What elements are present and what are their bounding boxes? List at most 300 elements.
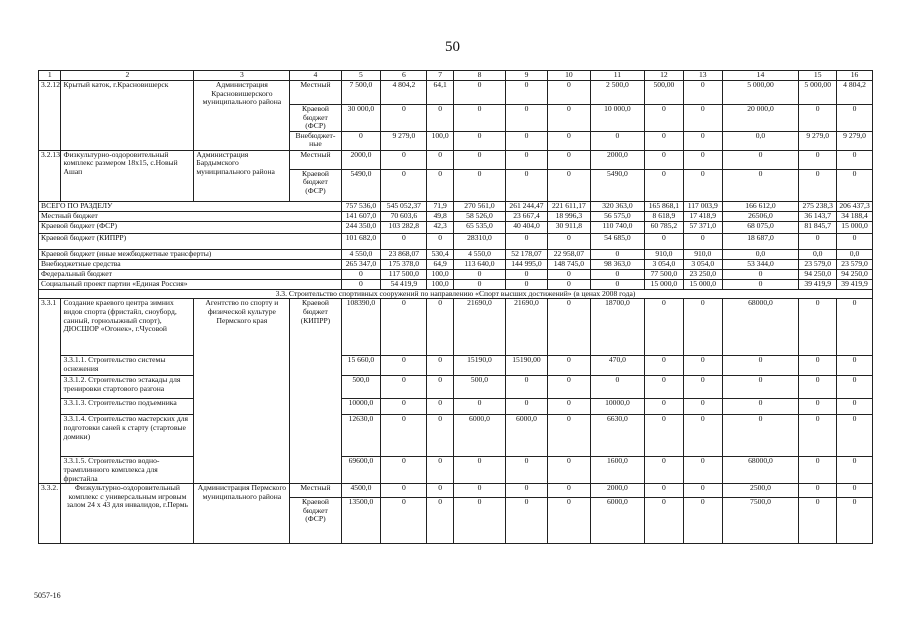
value-cell: 81 845,7 [799, 221, 837, 233]
value-cell: 0 [590, 131, 644, 150]
value-cell: 500,0 [341, 376, 381, 399]
value-cell: 0 [453, 105, 505, 132]
value-cell: 15 660,0 [341, 356, 381, 376]
value-cell: 0 [645, 399, 684, 415]
value-cell: 0 [799, 150, 837, 169]
value-cell: 0 [547, 498, 590, 544]
value-cell: 0 [506, 279, 548, 289]
totals-label: Федеральный бюджет [39, 269, 342, 279]
column-number: 13 [683, 71, 722, 81]
value-cell: 0 [799, 376, 837, 399]
value-cell: 0 [506, 233, 548, 249]
value-cell: 0 [381, 498, 427, 544]
value-cell: 68 075,0 [722, 221, 799, 233]
column-number: 4 [290, 71, 341, 81]
value-cell: 22 958,07 [547, 249, 590, 259]
value-cell: 18 996,3 [547, 211, 590, 221]
column-number: 16 [837, 71, 873, 81]
value-cell: 0 [683, 376, 722, 399]
totals-label: Краевой бюджет (иные межбюджетные трансферты) [39, 249, 342, 259]
value-cell: 0 [837, 233, 873, 249]
value-cell: 23 579,0 [799, 259, 837, 269]
value-cell: 0 [506, 105, 548, 132]
value-cell: 757 536,0 [341, 201, 381, 211]
value-cell: 0 [506, 169, 548, 201]
value-cell: 71,9 [427, 201, 454, 211]
value-cell: 0 [381, 105, 427, 132]
value-cell: 0 [453, 269, 505, 279]
value-cell: 0 [427, 105, 454, 132]
value-cell: 58 526,0 [453, 211, 505, 221]
value-cell: 0 [799, 484, 837, 498]
value-cell: 5490,0 [590, 169, 644, 201]
value-cell: 500,0 [453, 376, 505, 399]
value-cell: 6000,0 [506, 415, 548, 457]
value-cell: 12630,0 [341, 415, 381, 457]
value-cell: 15 000,0 [645, 279, 684, 289]
value-cell: 0 [837, 169, 873, 201]
value-cell: 0 [837, 415, 873, 457]
value-cell: 0 [547, 356, 590, 376]
item-name: Физкультурно-оздоровительный комплекс размером 18х15, с.Новый Ашап [61, 150, 194, 201]
value-cell: 34 188,4 [837, 211, 873, 221]
column-number: 15 [799, 71, 837, 81]
footer-code: 5057-16 [34, 591, 61, 600]
funding-source: Краевой бюджет (КИПРР) [290, 299, 341, 484]
value-cell: 0 [683, 484, 722, 498]
value-cell: 0 [506, 498, 548, 544]
value-cell: 530,4 [427, 249, 454, 259]
value-cell: 18 687,0 [722, 233, 799, 249]
value-cell: 94 250,0 [799, 269, 837, 279]
value-cell: 0 [683, 457, 722, 484]
value-cell: 0 [837, 376, 873, 399]
item-code: 3.3.2. [39, 484, 61, 544]
value-cell: 0 [547, 415, 590, 457]
column-number: 6 [381, 71, 427, 81]
value-cell: 0 [547, 299, 590, 356]
value-cell: 23 250,0 [683, 269, 722, 279]
value-cell: 0 [645, 484, 684, 498]
value-cell: 0 [645, 150, 684, 169]
value-cell: 20 000,0 [722, 105, 799, 132]
value-cell: 261 244,47 [506, 201, 548, 211]
value-cell: 0 [590, 269, 644, 279]
value-cell: 0 [645, 498, 684, 544]
sub-item-row [39, 376, 873, 399]
column-number: 1 [39, 71, 61, 81]
table-row [39, 299, 873, 356]
value-cell: 0 [547, 269, 590, 279]
value-cell: 2000,0 [590, 484, 644, 498]
value-cell: 6000,0 [590, 498, 644, 544]
funding-source: Краевой бюджет (ФСР) [290, 498, 341, 544]
value-cell: 18700,0 [590, 299, 644, 356]
value-cell: 15190,00 [506, 356, 548, 376]
value-cell: 39 419,9 [799, 279, 837, 289]
item-code: 3.3.1 [39, 299, 61, 484]
value-cell: 0 [427, 399, 454, 415]
value-cell: 26506,0 [722, 211, 799, 221]
value-cell: 64,9 [427, 259, 454, 269]
value-cell: 148 745,0 [547, 259, 590, 269]
value-cell: 54 685,0 [590, 233, 644, 249]
value-cell: 0 [453, 131, 505, 150]
value-cell: 15 000,0 [683, 279, 722, 289]
item-executor: Агентство по спорту и физической культуре Пермского края [194, 299, 290, 484]
value-cell: 0 [683, 415, 722, 457]
value-cell: 30 000,0 [341, 105, 381, 132]
value-cell: 0 [427, 150, 454, 169]
totals-row [39, 221, 873, 233]
value-cell: 8 618,9 [645, 211, 684, 221]
value-cell: 0 [453, 484, 505, 498]
value-cell: 0 [506, 131, 548, 150]
value-cell: 0 [837, 356, 873, 376]
value-cell: 0 [590, 376, 644, 399]
column-number: 11 [590, 71, 644, 81]
value-cell: 470,0 [590, 356, 644, 376]
value-cell: 0 [683, 498, 722, 544]
value-cell: 0 [381, 233, 427, 249]
value-cell: 94 250,0 [837, 269, 873, 279]
value-cell: 0 [547, 169, 590, 201]
value-cell: 320 363,0 [590, 201, 644, 211]
totals-label: Краевой бюджет (КИПРР) [39, 233, 342, 249]
value-cell: 0 [381, 150, 427, 169]
value-cell: 166 612,0 [722, 201, 799, 211]
value-cell: 6000,0 [453, 415, 505, 457]
value-cell: 0 [799, 457, 837, 484]
value-cell: 0 [453, 457, 505, 484]
value-cell: 0 [645, 457, 684, 484]
value-cell: 40 404,0 [506, 221, 548, 233]
value-cell: 3 054,0 [645, 259, 684, 269]
value-cell: 0 [722, 399, 799, 415]
item-name: Крытый каток, г.Красновишерск [61, 81, 194, 151]
value-cell: 0 [722, 376, 799, 399]
value-cell: 65 535,0 [453, 221, 505, 233]
item-executor: Администрация Пермского муниципального района [194, 484, 290, 544]
value-cell: 0 [427, 356, 454, 376]
value-cell: 30 911,8 [547, 221, 590, 233]
value-cell: 42,3 [427, 221, 454, 233]
header-row [39, 71, 873, 81]
value-cell: 23 667,4 [506, 211, 548, 221]
item-name: Физкультурно-оздоровительный комплекс с универсальным игровым залом 24 х 43 для инвалидов, г.Пермь [61, 484, 194, 544]
value-cell: 144 995,0 [506, 259, 548, 269]
value-cell: 221 611,17 [547, 201, 590, 211]
value-cell: 0 [837, 299, 873, 356]
value-cell: 5 000,00 [722, 81, 799, 105]
value-cell: 0 [837, 105, 873, 132]
value-cell: 0 [427, 484, 454, 498]
value-cell: 0 [427, 376, 454, 399]
value-cell: 60 785,2 [645, 221, 684, 233]
value-cell: 0 [645, 169, 684, 201]
budget-table [38, 70, 873, 544]
totals-label: Социальный проект партии «Единая Россия» [39, 279, 342, 289]
value-cell: 2000,0 [590, 150, 644, 169]
value-cell: 2000,0 [341, 150, 381, 169]
totals-row [39, 201, 873, 211]
value-cell: 0 [683, 233, 722, 249]
value-cell: 117 003,9 [683, 201, 722, 211]
value-cell: 0 [590, 249, 644, 259]
value-cell: 0 [381, 399, 427, 415]
value-cell: 0 [799, 299, 837, 356]
column-number: 14 [722, 71, 799, 81]
value-cell: 1600,0 [590, 457, 644, 484]
value-cell: 0 [427, 457, 454, 484]
totals-row [39, 249, 873, 259]
value-cell: 0 [722, 415, 799, 457]
value-cell: 39 419,9 [837, 279, 873, 289]
value-cell: 0 [341, 269, 381, 279]
value-cell: 98 363,0 [590, 259, 644, 269]
value-cell: 0 [683, 356, 722, 376]
value-cell: 175 378,0 [381, 259, 427, 269]
value-cell: 0 [381, 356, 427, 376]
value-cell: 7 500,0 [341, 81, 381, 105]
value-cell: 10000,0 [341, 399, 381, 415]
totals-label: Краевой бюджет (ФСР) [39, 221, 342, 233]
totals-row [39, 269, 873, 279]
value-cell: 0 [799, 105, 837, 132]
value-cell: 0 [506, 150, 548, 169]
value-cell: 0 [683, 399, 722, 415]
column-number: 12 [645, 71, 684, 81]
value-cell: 0 [381, 415, 427, 457]
totals-row [39, 233, 873, 249]
value-cell: 265 347,0 [341, 259, 381, 269]
value-cell: 100,0 [427, 279, 454, 289]
value-cell: 0 [547, 399, 590, 415]
value-cell: 23 868,07 [381, 249, 427, 259]
value-cell: 0 [722, 150, 799, 169]
value-cell: 68000,0 [722, 299, 799, 356]
column-number: 5 [341, 71, 381, 81]
value-cell: 52 178,07 [506, 249, 548, 259]
item-executor: Администрация Красновишерского муниципального района [194, 81, 290, 151]
table-row [39, 484, 873, 498]
value-cell: 108390,0 [341, 299, 381, 356]
value-cell: 0 [341, 279, 381, 289]
value-cell: 56 575,0 [590, 211, 644, 221]
value-cell: 545 052,37 [381, 201, 427, 211]
value-cell: 4 804,2 [837, 81, 873, 105]
column-number: 2 [61, 71, 194, 81]
value-cell: 0 [547, 81, 590, 105]
value-cell: 0 [590, 279, 644, 289]
value-cell: 5490,0 [341, 169, 381, 201]
column-number: 7 [427, 71, 454, 81]
value-cell: 165 868,1 [645, 201, 684, 211]
value-cell: 0 [547, 457, 590, 484]
value-cell: 6630,0 [590, 415, 644, 457]
value-cell: 54 419,9 [381, 279, 427, 289]
value-cell: 0,0 [799, 249, 837, 259]
funding-source: Местный [290, 81, 341, 105]
value-cell: 15 000,0 [837, 221, 873, 233]
value-cell: 0 [799, 233, 837, 249]
value-cell: 0 [799, 169, 837, 201]
value-cell: 70 603,6 [381, 211, 427, 221]
value-cell: 113 640,0 [453, 259, 505, 269]
value-cell: 270 561,0 [453, 201, 505, 211]
value-cell: 49,8 [427, 211, 454, 221]
funding-source: Местный [290, 150, 341, 169]
value-cell: 28310,0 [453, 233, 505, 249]
funding-source: Внебюджет-ные [290, 131, 341, 150]
value-cell: 36 143,7 [799, 211, 837, 221]
value-cell: 0 [381, 484, 427, 498]
funding-source: Краевой бюджет (ФСР) [290, 105, 341, 132]
value-cell: 9 279,0 [837, 131, 873, 150]
totals-label: Внебюджетные средства [39, 259, 342, 269]
value-cell: 0 [799, 399, 837, 415]
value-cell: 21690,0 [506, 299, 548, 356]
totals-label: Местный бюджет [39, 211, 342, 221]
value-cell: 0 [547, 105, 590, 132]
value-cell: 0 [837, 484, 873, 498]
value-cell: 0 [547, 279, 590, 289]
value-cell: 3 054,0 [683, 259, 722, 269]
value-cell: 9 279,0 [799, 131, 837, 150]
value-cell: 0 [645, 233, 684, 249]
value-cell: 101 682,0 [341, 233, 381, 249]
value-cell: 53 344,0 [722, 259, 799, 269]
table-row [39, 150, 873, 169]
value-cell: 0 [645, 299, 684, 356]
value-cell: 4500,0 [341, 484, 381, 498]
value-cell: 0 [427, 299, 454, 356]
value-cell: 0 [506, 399, 548, 415]
totals-row [39, 279, 873, 289]
value-cell: 9 279,0 [381, 131, 427, 150]
value-cell: 10 000,0 [590, 105, 644, 132]
sub-item-row [39, 415, 873, 457]
value-cell: 275 238,3 [799, 201, 837, 211]
value-cell: 0 [547, 131, 590, 150]
value-cell: 0 [547, 376, 590, 399]
value-cell: 0 [381, 457, 427, 484]
value-cell: 0 [645, 356, 684, 376]
value-cell: 0 [683, 131, 722, 150]
value-cell: 0 [453, 81, 505, 105]
value-cell: 2500,0 [722, 484, 799, 498]
value-cell: 0 [453, 150, 505, 169]
value-cell: 0 [799, 356, 837, 376]
value-cell: 0 [799, 415, 837, 457]
sub-item-row [39, 356, 873, 376]
value-cell: 117 500,0 [381, 269, 427, 279]
totals-row [39, 259, 873, 269]
value-cell: 7500,0 [722, 498, 799, 544]
value-cell: 23 579,0 [837, 259, 873, 269]
value-cell: 0 [506, 376, 548, 399]
value-cell: 0 [547, 233, 590, 249]
value-cell: 4 804,2 [381, 81, 427, 105]
section-row [39, 289, 873, 299]
value-cell: 0 [506, 269, 548, 279]
value-cell: 0 [427, 233, 454, 249]
value-cell: 0 [722, 269, 799, 279]
value-cell: 910,0 [645, 249, 684, 259]
value-cell: 500,00 [645, 81, 684, 105]
value-cell: 15190,0 [453, 356, 505, 376]
value-cell: 4 550,0 [341, 249, 381, 259]
funding-source: Краевой бюджет (ФСР) [290, 169, 341, 201]
value-cell: 0 [683, 81, 722, 105]
value-cell: 4 550,0 [453, 249, 505, 259]
value-cell: 69600,0 [341, 457, 381, 484]
value-cell: 100,0 [427, 131, 454, 150]
value-cell: 0 [547, 150, 590, 169]
sub-item-row [39, 399, 873, 415]
totals-row [39, 211, 873, 221]
sub-item-name: 3.3.1.2. Строительство эстакады для тренировки стартового разгона [61, 376, 194, 399]
column-number: 3 [194, 71, 290, 81]
value-cell: 0 [506, 81, 548, 105]
value-cell: 0 [427, 169, 454, 201]
value-cell: 0 [427, 498, 454, 544]
page-number: 50 [445, 39, 460, 55]
value-cell: 141 607,0 [341, 211, 381, 221]
value-cell: 0 [645, 415, 684, 457]
value-cell: 0 [645, 131, 684, 150]
value-cell: 206 437,3 [837, 201, 873, 211]
value-cell: 0 [381, 376, 427, 399]
table-row [39, 81, 873, 105]
value-cell: 100,0 [427, 269, 454, 279]
value-cell: 0 [453, 279, 505, 289]
value-cell: 21690,0 [453, 299, 505, 356]
value-cell: 0 [722, 279, 799, 289]
sub-item-row [39, 457, 873, 484]
item-code: 3.2.13 [39, 150, 61, 201]
value-cell: 2 500,0 [590, 81, 644, 105]
sub-item-name: 3.3.1.1. Строительство системы оснежения [61, 356, 194, 376]
value-cell: 0 [381, 299, 427, 356]
value-cell: 64,1 [427, 81, 454, 105]
value-cell: 0 [645, 376, 684, 399]
value-cell: 0,0 [722, 131, 799, 150]
section-title: 3.3. Строительство спортивных сооружений по направлению «Спорт высших достижений» (в ценах 2008 года) [39, 289, 873, 299]
value-cell: 0 [683, 105, 722, 132]
value-cell: 0,0 [722, 249, 799, 259]
value-cell: 910,0 [683, 249, 722, 259]
value-cell: 0 [453, 498, 505, 544]
funding-source: Местный [290, 484, 341, 498]
value-cell: 244 350,0 [341, 221, 381, 233]
value-cell: 0 [453, 399, 505, 415]
item-code: 3.2.12 [39, 81, 61, 151]
column-number: 8 [453, 71, 505, 81]
value-cell: 17 418,9 [683, 211, 722, 221]
value-cell: 0 [799, 498, 837, 544]
value-cell: 5 000,00 [799, 81, 837, 105]
value-cell: 110 740,0 [590, 221, 644, 233]
value-cell: 0 [645, 105, 684, 132]
value-cell: 0 [427, 415, 454, 457]
value-cell: 0 [837, 457, 873, 484]
item-name: Создание краевого центра зимних видов спорта (фристайл, сноуборд, санный, горнолыжный спорт), ДЮСШОР «Огонек», г.Чусовой [61, 299, 194, 356]
sub-item-name: 3.3.1.5. Строительство водно-трамплинного комплекса для фристайла [61, 457, 194, 484]
value-cell: 57 371,0 [683, 221, 722, 233]
value-cell: 77 500,0 [645, 269, 684, 279]
value-cell: 0 [683, 169, 722, 201]
